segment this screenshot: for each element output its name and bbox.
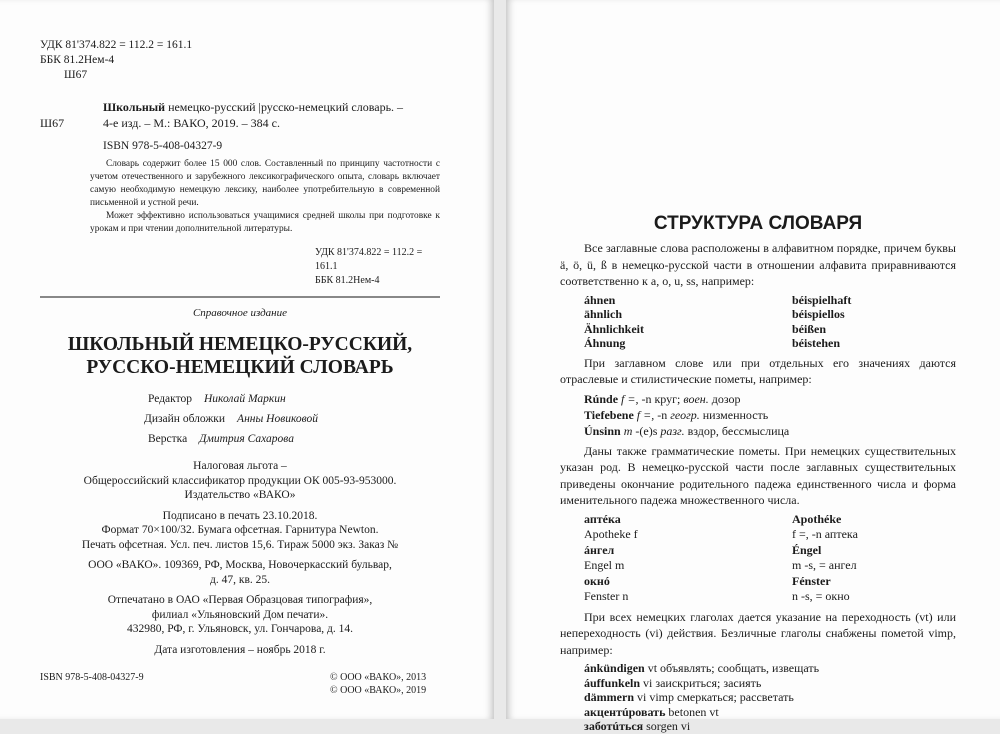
- text-fragment: геогр.: [670, 407, 700, 422]
- example-row: [584, 661, 956, 676]
- paragraph: [560, 443, 956, 509]
- text-fragment: f =,: [618, 391, 642, 406]
- text-fragment: Rúnde: [584, 391, 619, 406]
- text-fragment: Apotheke f: [584, 527, 638, 541]
- left-page-content: [40, 38, 440, 697]
- book-title: [40, 333, 440, 379]
- biblio-edition: 4-е изд. – М.: ВАКО, 2019. – 384 с.: [103, 116, 280, 130]
- example-row: [584, 407, 956, 423]
- text-fragment: dämmern: [584, 690, 634, 704]
- bbk: ББК 81.2Нем-4: [40, 54, 115, 66]
- annotation-para: Может эффективно использоваться учащимися средней школы при подготовке к урокам и при чтении дополнительной литературы.: [90, 211, 440, 234]
- text-fragment: -n: [657, 407, 671, 422]
- example-row: [584, 690, 956, 705]
- text-fragment: béispielhaft: [792, 292, 852, 307]
- para-text: Все заглавные слова расположены в алфавитном порядке, причем буквы ä, ö, ü, ß в немецко-русской части в отношении алфавита приравниваются соответственно к a, o, u, ss, например:: [560, 241, 956, 288]
- author-code: Ш67: [64, 69, 88, 81]
- text-fragment: разг.: [660, 423, 685, 438]
- production-date: Дата изготовления – ноябрь 2018 г.: [154, 643, 326, 656]
- text-fragment: Tiefebene: [584, 407, 634, 422]
- example-row: [584, 336, 956, 351]
- text-fragment: béispiellos: [792, 307, 845, 321]
- text-fragment: vt объявлять; сообщать, извещать: [644, 661, 820, 675]
- staff-row: [148, 389, 440, 409]
- staff-row: [148, 429, 440, 449]
- text-fragment: ánkündigen: [584, 661, 645, 675]
- text-line: филиал «Ульяновский Дом печати».: [151, 608, 329, 621]
- classification-block: [40, 38, 440, 83]
- divider: [40, 296, 440, 298]
- isbn: ISBN 978-5-408-04327-9: [103, 140, 223, 152]
- text-line: Формат 70×100/32. Бумага офсетная. Гарнитура Newton.: [101, 524, 379, 536]
- example-row: [584, 322, 956, 337]
- example-row: [584, 391, 956, 407]
- text-line: Издательство «ВАКО»: [184, 489, 296, 501]
- example-row: [584, 423, 956, 439]
- text-fragment: Анны Новиковой: [237, 413, 318, 425]
- text-fragment: béistehen: [792, 336, 840, 350]
- example-verbs: [560, 661, 956, 734]
- isbn-bottom: ISBN 978-5-408-04327-9: [40, 672, 144, 683]
- biblio-title: немецко-русский |русско-немецкий словарь. –: [165, 100, 404, 114]
- text-fragment: áuffunkeln: [584, 675, 641, 690]
- text-line: Налоговая льгота –: [193, 460, 287, 472]
- text-fragment: -(e)s: [635, 423, 661, 438]
- annotation: [90, 158, 440, 236]
- right-page-content: [560, 212, 956, 734]
- copyright: [330, 671, 440, 697]
- paragraph: [560, 355, 956, 388]
- example-gender: [560, 512, 956, 605]
- text-fragment: áhnen: [584, 292, 616, 307]
- example-row: [584, 512, 956, 543]
- example-marks: [560, 391, 956, 439]
- footer: [40, 671, 440, 697]
- text-fragment: Éngel: [792, 542, 822, 557]
- para-text: Даны также грамматические пометы. При немецких существительных указан род. В немецко-русской части после заглавных существительных приведены окончание родительного падежа единственного числа и форма именительного падежа множественного числа.: [560, 443, 956, 507]
- text-line: Подписано в печать 23.10.2018.: [162, 509, 318, 522]
- example-alphabet: [560, 293, 956, 351]
- text-fragment: Áhnung: [584, 336, 626, 350]
- example-row: [584, 676, 956, 691]
- text-fragment: betonen vt: [665, 704, 719, 719]
- text-line: 432980, РФ, г. Ульяновск, ул. Гончарова, д. 14.: [126, 623, 354, 635]
- text-fragment: m: [620, 423, 636, 438]
- edition-type: Справочное издание: [192, 307, 288, 319]
- text-fragment: Верстка: [148, 433, 188, 445]
- annotation-para: Словарь содержит более 15 000 слов. Составленный по принципу частотности с учетом отечественного и зарубежного лексикографического опыта, словарь включает самую необходимую немецкую лексику, наиболее употребительную в современной письменной и устной речи.: [90, 159, 440, 208]
- text-line: Печать офсетная. Усл. печ. листов 15,6. Тираж 5000 экз. Заказ №: [81, 538, 399, 551]
- para-text: При заглавном слове или при отдельных его значениях даются отраслевые и стилистические пометы, например:: [560, 355, 956, 386]
- text-fragment: m -s, = ангел: [792, 558, 857, 572]
- biblio-title-bold: Школьный: [103, 100, 166, 114]
- text-fragment: -n круг;: [641, 391, 684, 406]
- text-fragment: sorgen vi: [643, 719, 691, 733]
- example-row: [584, 574, 956, 605]
- text-fragment: n -s, = окно: [792, 589, 850, 603]
- example-row: [584, 543, 956, 574]
- title-line: ШКОЛЬНЫЙ НЕМЕЦКО-РУССКИЙ,: [67, 334, 413, 355]
- text-line: © ООО «ВАКО», 2013: [330, 672, 427, 683]
- text-fragment: béißen: [792, 321, 827, 336]
- classification-right: [40, 246, 440, 288]
- text-fragment: воен.: [683, 391, 709, 406]
- text-fragment: Редактор: [148, 393, 192, 405]
- tax-info: [40, 459, 440, 503]
- text-fragment: ähnlich: [584, 307, 623, 321]
- example-row: [584, 293, 956, 308]
- text-line: © ООО «ВАКО», 2019: [330, 685, 427, 696]
- text-fragment: заботúться: [584, 719, 644, 733]
- para-text: При всех немецких глаголах дается указание на переходность (vt) или непереходность (vi) действия. Безличные глаголы снабжены пометой vimp, например:: [560, 609, 956, 657]
- text-fragment: Ähnlichkeit: [584, 321, 645, 336]
- staff-list: [40, 389, 440, 449]
- bibliographic-record: [40, 99, 440, 131]
- text-fragment: акцентúровать: [584, 704, 666, 719]
- text-fragment: vi vimp смеркаться; рассветать: [634, 690, 794, 704]
- text-fragment: f =, -n аптека: [792, 527, 858, 541]
- publisher-info: [40, 558, 440, 587]
- udk: УДК 81'374.822 = 112.2 = 161.1: [315, 247, 423, 272]
- printer-info: [40, 593, 440, 637]
- print-info: [40, 509, 440, 553]
- text-fragment: Fénster: [792, 573, 831, 588]
- text-fragment: Дмитрия Сахарова: [199, 433, 294, 445]
- bbk: ББК 81.2Нем-4: [315, 275, 380, 286]
- text-fragment: Fenster n: [584, 589, 629, 603]
- paragraph: [560, 609, 956, 659]
- text-fragment: Николай Маркин: [203, 393, 286, 405]
- staff-row: [144, 409, 440, 429]
- text-fragment: окнó: [584, 573, 610, 588]
- paragraph: [560, 240, 956, 290]
- text-line: ООО «ВАКО». 109369, РФ, Москва, Новочеркасский бульвар,: [88, 559, 392, 571]
- biblio-code: Ш67: [40, 116, 65, 130]
- text-line: Общероссийский классификатор продукции ОК 005-93-953000.: [83, 474, 397, 487]
- text-fragment: f =,: [633, 407, 658, 422]
- udk: УДК 81'374.822 = 112.2 = 161.1: [40, 39, 193, 51]
- text-fragment: аптéка: [584, 511, 621, 526]
- text-fragment: Engel m: [584, 558, 625, 572]
- example-row: [584, 705, 956, 720]
- text-fragment: Únsinn: [584, 423, 621, 438]
- text-fragment: дозор: [708, 391, 741, 406]
- example-row: [584, 719, 956, 734]
- title-line: РУССКО-НЕМЕЦКИЙ СЛОВАРЬ: [86, 357, 394, 378]
- text-line: д. 47, кв. 25.: [210, 573, 270, 586]
- text-line: Отпечатано в ОАО «Первая Образцовая типография»,: [107, 594, 373, 606]
- example-row: [584, 307, 956, 322]
- text-fragment: вздор, бессмыслица: [684, 423, 790, 438]
- text-fragment: Apothéke: [792, 511, 842, 526]
- text-fragment: vi заискриться; засиять: [640, 675, 762, 690]
- text-fragment: Дизайн обложки: [144, 413, 226, 425]
- section-heading: СТРУКТУРА СЛОВАРЯ: [653, 213, 863, 234]
- text-fragment: низменность: [699, 407, 769, 422]
- text-fragment: áнгел: [584, 542, 615, 557]
